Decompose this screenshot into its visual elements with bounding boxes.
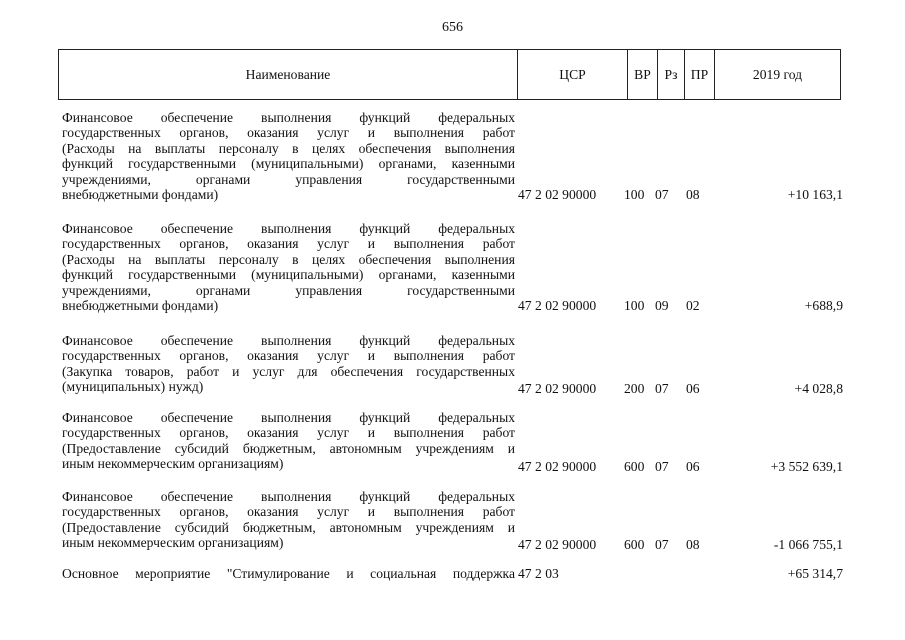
description-line: функций государственными (муниципальными) органами, казенными — [62, 156, 515, 172]
description-line: Финансовое обеспечение выполнения функций федеральных — [62, 489, 515, 504]
description-line: (Закупка товаров, работ и услуг для обеспечения государственных — [62, 363, 515, 379]
row-pr: 08 — [686, 187, 700, 202]
description-line: Основное мероприятие "Стимулирование и социальная поддержка — [62, 566, 515, 581]
row-pr: 06 — [686, 459, 700, 474]
description-line: (Предоставление субсидий бюджетным, автономным учреждениям и — [62, 519, 515, 535]
description-line: (Предоставление субсидий бюджетным, автономным учреждениям и — [62, 440, 515, 456]
description-line: иным некоммерческим организациям) — [62, 456, 284, 472]
page-number: 656 — [442, 20, 463, 35]
description-line: государственных органов, оказания услуг и выполнения работ — [62, 504, 515, 520]
row-csr: 47 2 02 90000 — [518, 459, 597, 474]
row-csr: 47 2 02 90000 — [518, 298, 597, 313]
row-pr: 06 — [686, 381, 700, 396]
row-vr: 600 — [624, 537, 645, 552]
description-line: (муниципальных) нужд) — [62, 379, 204, 395]
row-pr: 02 — [686, 298, 700, 313]
header-csr: ЦСР — [518, 50, 628, 99]
row-pr: 08 — [686, 537, 700, 552]
row-description — [62, 221, 515, 313]
description-line: внебюджетными фондами) — [62, 297, 219, 313]
row-rz: 07 — [655, 381, 669, 396]
row-vr: 200 — [624, 381, 645, 396]
table-header — [58, 49, 841, 100]
description-line: (Расходы на выплаты персоналу в целях обеспечения выполнения — [62, 251, 515, 267]
row-rz: 07 — [655, 537, 669, 552]
description-line: (Расходы на выплаты персоналу в целях обеспечения выполнения — [62, 140, 515, 156]
description-line: государственных органов, оказания услуг и выполнения работ — [62, 348, 515, 364]
row-amount: -1 066 755,1 — [773, 537, 843, 552]
description-line: Финансовое обеспечение выполнения функций федеральных — [62, 333, 515, 348]
header-vr: ВР — [628, 50, 658, 99]
row-amount: +10 163,1 — [787, 187, 843, 202]
row-amount: +3 552 639,1 — [770, 459, 843, 474]
row-vr: 600 — [624, 459, 645, 474]
row-amount: +65 314,7 — [787, 566, 843, 581]
row-vr: 100 — [624, 298, 645, 313]
row-description — [62, 110, 515, 202]
description-line: Финансовое обеспечение выполнения функций федеральных — [62, 410, 515, 425]
row-rz: 09 — [655, 298, 669, 313]
description-line: учреждениями, органами управления государственными — [62, 171, 515, 187]
row-csr: 47 2 02 90000 — [518, 187, 597, 202]
row-csr: 47 2 02 90000 — [518, 537, 597, 552]
row-description — [62, 566, 515, 581]
row-description — [62, 410, 515, 472]
description-line: Финансовое обеспечение выполнения функций федеральных — [62, 221, 515, 236]
description-line: государственных органов, оказания услуг и выполнения работ — [62, 425, 515, 441]
row-csr: 47 2 02 90000 — [518, 381, 597, 396]
row-csr: 47 2 03 — [518, 566, 559, 581]
header-pr: ПР — [685, 50, 715, 99]
row-rz: 07 — [655, 187, 669, 202]
row-rz: 07 — [655, 459, 669, 474]
description-line: государственных органов, оказания услуг и выполнения работ — [62, 236, 515, 252]
description-line: государственных органов, оказания услуг и выполнения работ — [62, 125, 515, 141]
row-description — [62, 489, 515, 551]
row-amount: +688,9 — [804, 298, 843, 313]
description-line: иным некоммерческим организациям) — [62, 535, 284, 551]
header-name: Наименование — [59, 50, 518, 99]
header-year: 2019 год — [752, 66, 803, 82]
row-amount: +4 028,8 — [794, 381, 843, 396]
description-line: внебюджетными фондами) — [62, 186, 219, 202]
row-vr: 100 — [624, 187, 645, 202]
description-line: учреждениями, органами управления государственными — [62, 282, 515, 298]
header-rz: Рз — [658, 50, 685, 99]
description-line: функций государственными (муниципальными) органами, казенными — [62, 267, 515, 283]
row-description — [62, 333, 515, 395]
description-line: Финансовое обеспечение выполнения функций федеральных — [62, 110, 515, 125]
